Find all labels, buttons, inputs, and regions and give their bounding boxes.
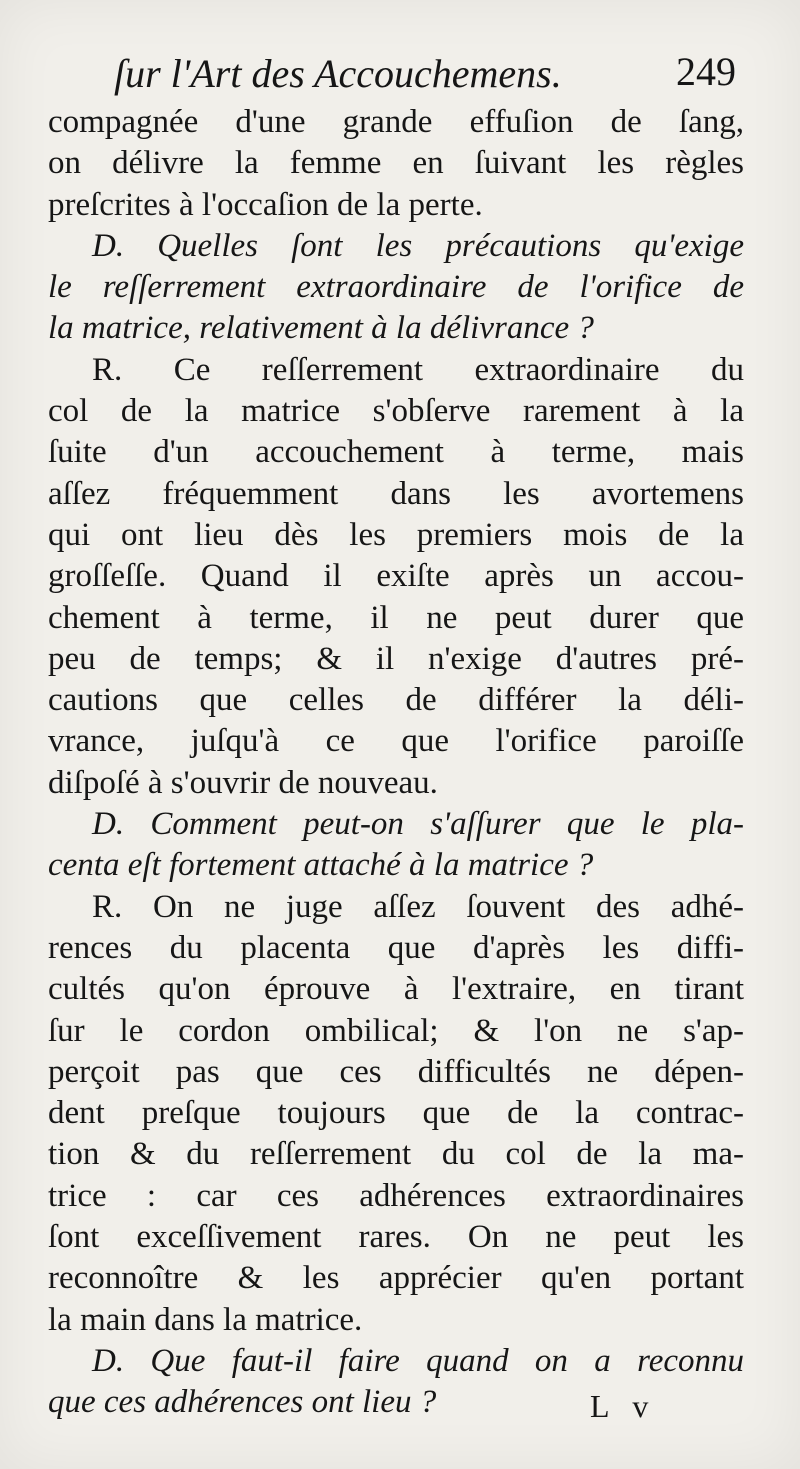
answer-line: col de la matrice s'obſerve rarement à la (48, 393, 744, 430)
question-line: la matrice, relativement à la délivrance ? (48, 310, 594, 347)
text-line: preſcrites à l'occaſion de la perte. (48, 186, 483, 223)
answer-line: rences du placenta que d'après les diffi- (48, 929, 744, 966)
answer-line: groſſeſſe. Quand il exiſte après un accou- (48, 558, 744, 595)
question-line: que ces adhérences ont lieu ? (48, 1384, 437, 1421)
answer-line: qui ont lieu dès les premiers mois de la (48, 516, 744, 553)
answer-line: cautions que celles de différer la déli- (48, 682, 744, 719)
answer-line: dent preſque toujours que de la contrac- (48, 1095, 744, 1132)
answer-line: R. On ne juge aſſez ſouvent des adhé- (92, 888, 744, 925)
answer-line: la main dans la matrice. (48, 1301, 363, 1338)
answer-line: chement à terme, il ne peut durer que (48, 599, 744, 636)
answer-line: trice : car ces adhérences extraordinaires (48, 1177, 744, 1214)
text-line: on délivre la femme en ſuivant les règles (48, 145, 744, 182)
question-line: le reſſerrement extraordinaire de l'orifice de (48, 269, 744, 306)
answer-line: diſpoſé à s'ouvrir de nouveau. (48, 764, 438, 801)
question-line: D. Que faut-il faire quand on a reconnu (92, 1342, 744, 1379)
answer-line: R. Ce reſſerrement extraordinaire du (92, 351, 744, 388)
answer-line: ſur le cordon ombilical; & l'on ne s'ap- (48, 1012, 744, 1049)
answer-line: aſſez fréquemment dans les avortemens (48, 475, 744, 512)
page-number: 249 (676, 49, 736, 94)
answer-line: ſuite d'un accouchement à terme, mais (48, 434, 744, 471)
answer-line: vrance, juſqu'à ce que l'orifice paroiſſe (48, 723, 744, 760)
question-line: D. Comment peut-on s'aſſurer que le pla- (92, 806, 744, 843)
answer-line: cultés qu'on éprouve à l'extraire, en tirant (48, 971, 744, 1008)
question-line: centa eſt fortement attaché à la matrice ? (48, 847, 594, 884)
page-text-block (48, 44, 744, 1424)
answer-line: perçoit pas que ces difficultés ne dépen- (48, 1053, 744, 1090)
body-text (48, 102, 744, 1424)
answer-line: ſont exceſſivement rares. On ne peut les (48, 1219, 744, 1256)
question-line: D. Quelles ſont les précautions qu'exige (92, 227, 744, 264)
answer-line: reconnoître & les apprécier qu'en portant (48, 1260, 744, 1297)
running-title: ſur l'Art des Accouchemens. (114, 51, 562, 96)
text-line: compagnée d'une grande effuſion de ſang, (48, 104, 744, 140)
signature-mark: L v (590, 1388, 657, 1424)
answer-line: tion & du reſſerrement du col de la ma- (48, 1136, 744, 1173)
answer-line: peu de temps; & il n'exige d'autres pré- (48, 640, 744, 677)
page-header (48, 44, 744, 102)
